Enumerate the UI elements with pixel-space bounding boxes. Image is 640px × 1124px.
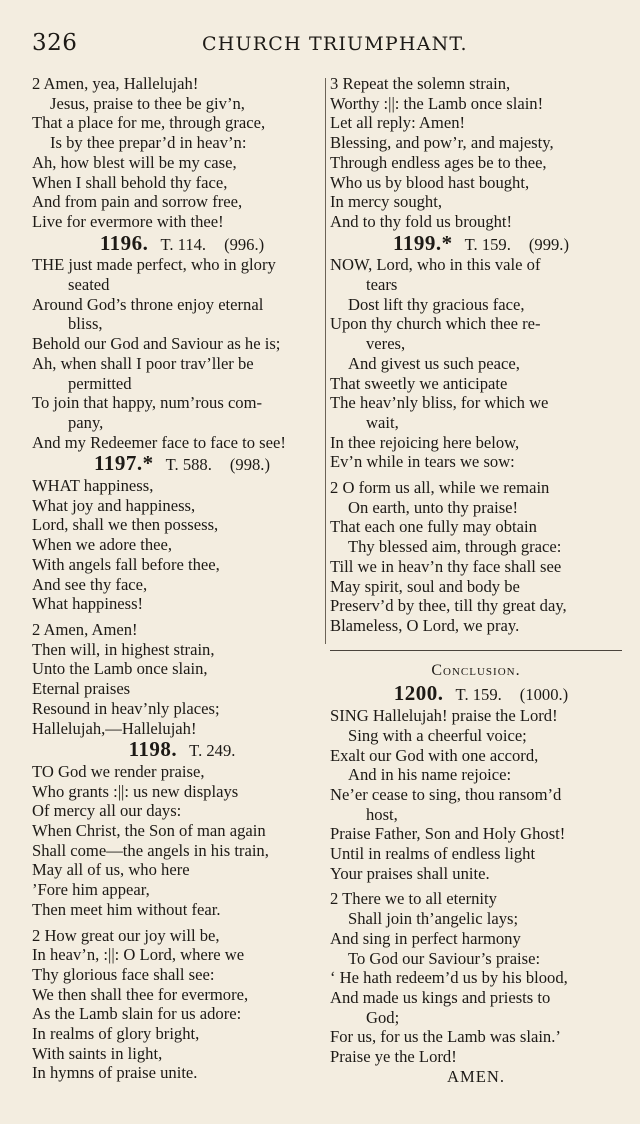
verse-line: Shall join th’angelic lays; <box>348 909 519 929</box>
verse-line: Sing with a cheerful voice; <box>348 725 527 745</box>
verse-line: May spirit, soul and body be <box>330 576 520 596</box>
hymn-1200-verse-1 <box>330 706 622 883</box>
verse-line: When we adore thee, <box>32 535 173 555</box>
section-rule <box>330 650 622 651</box>
verse-line: Until in realms of endless light <box>330 844 536 864</box>
hymn-1196-verse-1 <box>32 255 322 452</box>
verse-line: With saints in light, <box>32 1043 163 1063</box>
verse-line: That each one fully may obtain <box>330 517 537 537</box>
verse-line: Ne’er cease to sing, thou ransom’d <box>330 784 562 804</box>
verse-line: bliss, <box>68 314 103 334</box>
verse-line: Jesus, praise to thee be giv’n, <box>50 93 245 113</box>
hymn-1199-verse-1 <box>330 255 622 472</box>
verse-line: Eternal praises <box>32 679 131 699</box>
verse-line: Upon thy church which thee re- <box>330 314 541 334</box>
hymn-1198-verse-2 <box>32 926 322 1084</box>
verse-line: ’Fore him appear, <box>32 880 150 900</box>
hymn-1200-verse-2 <box>330 889 622 1066</box>
left-column <box>32 74 322 1083</box>
verse-line: Then will, in highest strain, <box>32 639 215 659</box>
hymn-1198-verse-3 <box>330 74 622 232</box>
hymn-number: 1199.* <box>393 230 453 255</box>
verse-line: May all of us, who here <box>32 860 190 880</box>
verse-line: Lord, shall we then possess, <box>32 515 219 535</box>
tune-number: T. 159. <box>464 234 511 254</box>
verse-line: seated <box>68 275 110 295</box>
verse-line: Then meet him without fear. <box>32 899 221 919</box>
verse-line: And sing in perfect harmony <box>330 928 521 948</box>
verse-line: Behold our God and Saviour as he is; <box>32 334 281 354</box>
tune-number: T. 114. <box>160 234 207 254</box>
verse-line: ‘ He hath redeem’d us by his blood, <box>330 968 568 988</box>
tune-number: T. 159. <box>455 685 502 705</box>
verse-line: Blessing, and pow’r, and majesty, <box>330 133 554 153</box>
verse-line: In thee rejoicing here below, <box>330 432 520 452</box>
verse-line: God; <box>366 1007 400 1027</box>
amen: AMEN. <box>446 1066 505 1086</box>
verse-line: And to thy fold us brought! <box>330 211 513 231</box>
verse-line: The heav’nly bliss, for which we <box>330 393 549 413</box>
verse-line: Of mercy all our days: <box>32 801 182 821</box>
hymn-heading-1198 <box>32 737 322 762</box>
verse-line: Thy blessed aim, through grace: <box>348 537 562 557</box>
verse-line: And from pain and sorrow free, <box>32 192 243 212</box>
verse-line: For us, for us the Lamb was slain.’ <box>330 1027 561 1047</box>
verse-line: And givest us such peace, <box>348 353 520 373</box>
hymn-1198-verse-1 <box>32 762 322 920</box>
verse-line: Ah, how blest will be my case, <box>32 152 237 172</box>
verse-line: Thy glorious face shall see: <box>32 964 215 984</box>
verse-line: Exalt our God with one accord, <box>330 745 539 765</box>
verse-line: In mercy sought, <box>330 192 442 212</box>
verse-line: permitted <box>68 373 132 393</box>
verse-line: Through endless ages be to thee, <box>330 152 547 172</box>
verse-line: In realms of glory bright, <box>32 1024 200 1044</box>
verse-line: And see thy face, <box>32 574 148 594</box>
verse-line: Unto the Lamb once slain, <box>32 659 208 679</box>
verse-line: Your praises shall unite. <box>330 863 490 883</box>
verse-line: In heav’n, :||: O Lord, where we <box>32 945 245 965</box>
verse-line: In hymns of praise unite. <box>32 1063 198 1083</box>
verse-line: Resound in heav’nly places; <box>32 698 220 718</box>
verse-line: What joy and happiness, <box>32 495 196 515</box>
verse-line: Praise Father, Son and Holy Ghost! <box>330 824 566 844</box>
hymn-number: 1197.* <box>94 451 154 476</box>
verse-line: Till we in heav’n thy face shall see <box>330 556 562 576</box>
verse-line: Let all reply: Amen! <box>330 113 466 133</box>
verse-line: To God our Saviour’s praise: <box>348 948 541 968</box>
column-divider <box>325 78 326 644</box>
hymn-1199-verse-2 <box>330 478 622 636</box>
verse-line: On earth, unto thy praise! <box>348 497 519 517</box>
verse-line: tears <box>366 275 398 295</box>
verse-line: And my Redeemer face to face to see! <box>32 432 286 452</box>
verse-line: Shall come—the angels in his train, <box>32 840 269 860</box>
verse-line: As the Lamb slain for us adore: <box>32 1004 242 1024</box>
previous-number: (996.) <box>224 234 265 254</box>
verse-line: Praise ye the Lord! <box>330 1047 457 1067</box>
verse-line: Who grants :||: us new displays <box>32 781 239 801</box>
hymn-number: 1198. <box>128 737 178 762</box>
verse-line: Dost lift thy gracious face, <box>348 294 525 314</box>
verse-line: Hallelujah,—Hallelujah! <box>32 718 197 738</box>
verse-line: THE just made perfect, who in glory <box>32 255 276 275</box>
verse-line: 2 Amen, yea, Hallelujah! <box>32 74 199 93</box>
right-column <box>330 74 622 1086</box>
tune-number: T. 249. <box>189 741 236 761</box>
hymn-number: 1200. <box>393 681 444 706</box>
verse-line: Worthy :||: the Lamb once slain! <box>330 93 544 113</box>
verse-line: TO God we render praise, <box>32 761 205 781</box>
verse-line: Ah, when shall I poor trav’ller be <box>32 353 254 373</box>
verse-line: SING Hallelujah! praise the Lord! <box>330 706 558 726</box>
previous-number: (999.) <box>528 234 569 254</box>
previous-number: (998.) <box>229 455 270 475</box>
verse-line: And made us kings and priests to <box>330 987 551 1007</box>
verse-line: 2 O form us all, while we remain <box>330 478 550 498</box>
verse-line: 3 Repeat the solemn strain, <box>330 74 511 93</box>
hymn-1195-verse-2 <box>32 74 322 232</box>
hymn-1197-verse-1 <box>32 476 322 614</box>
verse-line: host, <box>366 804 398 824</box>
section-title: Conclusion. <box>431 661 521 679</box>
verse-line: What happiness! <box>32 594 144 614</box>
verse-line: Is by thee prepar’d in heav’n: <box>50 133 247 153</box>
verse-line: That a place for me, through grace, <box>32 113 266 133</box>
verse-line: NOW, Lord, who in this vale of <box>330 255 541 275</box>
tune-number: T. 588. <box>165 455 212 475</box>
verse-line: Around God’s throne enjoy eternal <box>32 294 264 314</box>
verse-line: 2 There we to all eternity <box>330 889 497 909</box>
verse-line: With angels fall before thee, <box>32 554 220 574</box>
verse-line: Ev’n while in tears we sow: <box>330 452 515 472</box>
verse-line: And in his name rejoice: <box>348 765 512 785</box>
page-header <box>32 30 622 64</box>
verse-line: Preserv’d by thee, till thy great day, <box>330 596 567 616</box>
hymn-1197-verse-2 <box>32 620 322 738</box>
verse-line: Blameless, O Lord, we pray. <box>330 615 520 635</box>
previous-number: (1000.) <box>519 685 569 705</box>
verse-line: When I shall behold thy face, <box>32 172 228 192</box>
verse-line: Live for evermore with thee! <box>32 211 224 231</box>
hymn-heading-1199 <box>330 230 622 255</box>
verse-line: To join that happy, num’rous com- <box>32 393 263 413</box>
verse-line: That sweetly we anticipate <box>330 373 508 393</box>
verse-line: When Christ, the Son of man again <box>32 821 266 841</box>
hymn-heading-1197 <box>32 451 322 476</box>
page-number: 326 <box>32 30 78 56</box>
running-head: CHURCH TRIUMPHANT. <box>202 33 468 55</box>
hymn-number: 1196. <box>99 230 149 255</box>
verse-line: We then shall thee for evermore, <box>32 984 249 1004</box>
verse-line: 2 How great our joy will be, <box>32 925 220 945</box>
hymn-heading-1196 <box>32 230 322 255</box>
verse-line: WHAT happiness, <box>32 476 154 496</box>
verse-line: Who us by blood hast bought, <box>330 172 530 192</box>
verse-line: wait, <box>366 412 399 432</box>
verse-line: 2 Amen, Amen! <box>32 619 138 639</box>
verse-line: veres, <box>366 334 406 354</box>
verse-line: pany, <box>68 412 104 432</box>
hymn-heading-1200 <box>330 681 622 706</box>
